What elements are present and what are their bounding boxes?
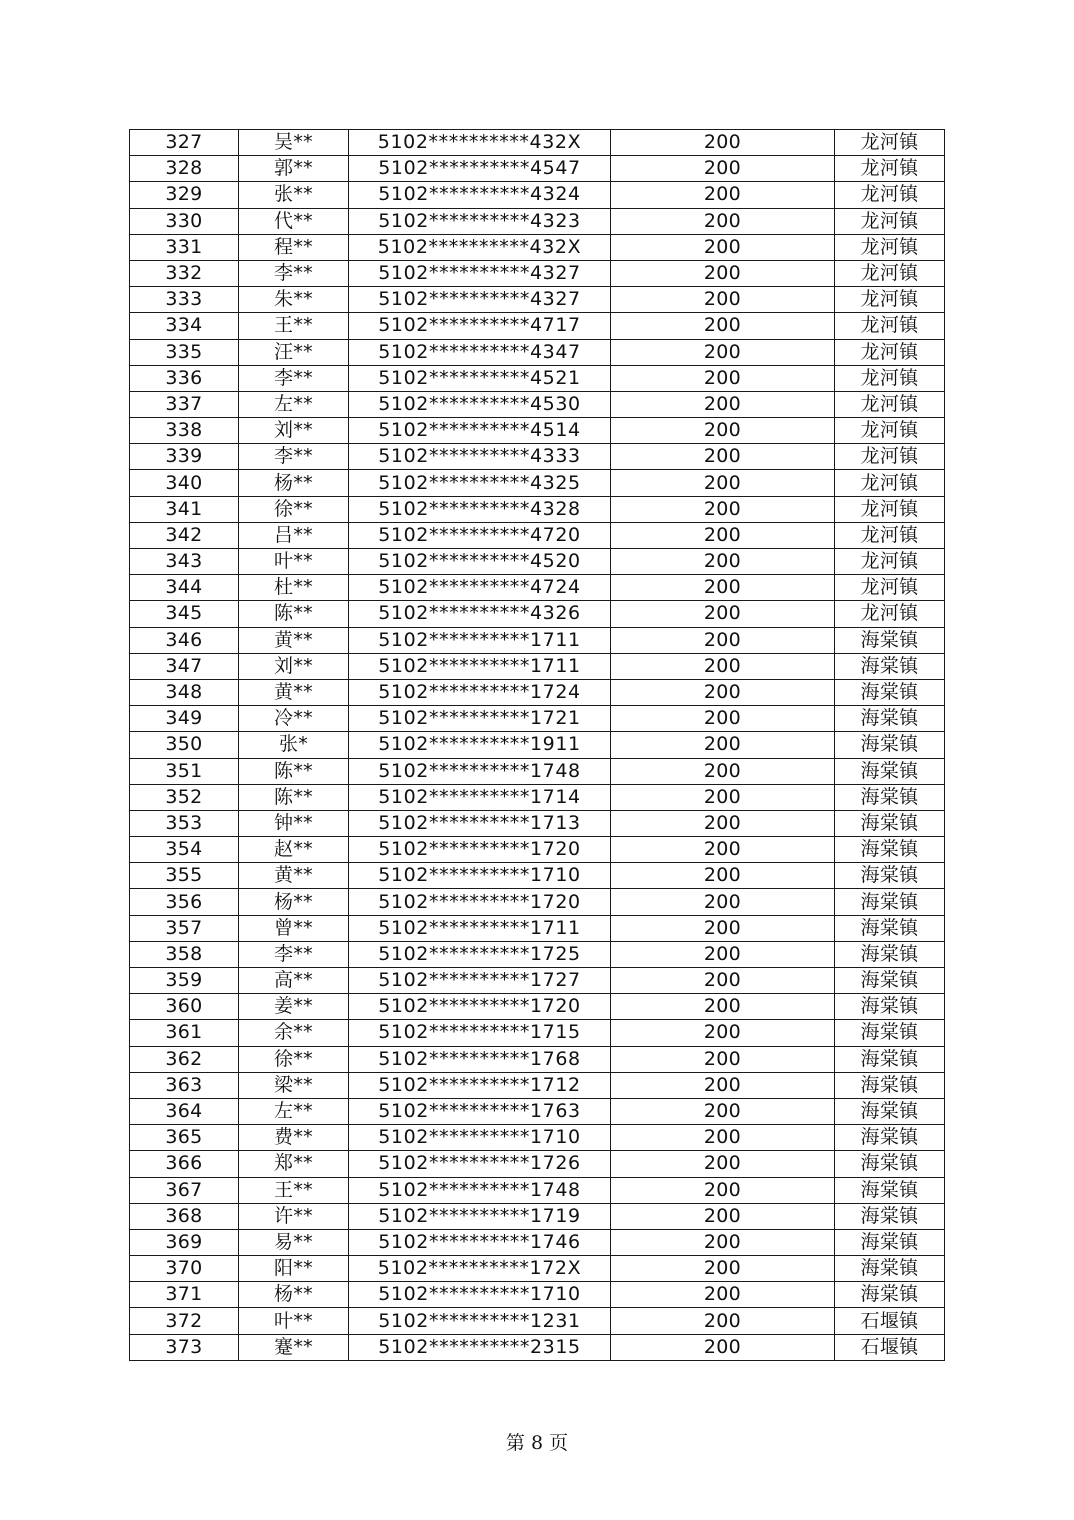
row-number-cell: 368 bbox=[130, 1203, 239, 1229]
id-number-cell: 5102**********4325 bbox=[349, 470, 611, 496]
name-cell: 吴** bbox=[239, 130, 349, 156]
town-cell: 龙河镇 bbox=[835, 156, 945, 182]
table-row bbox=[130, 601, 945, 627]
name-cell: 徐** bbox=[239, 496, 349, 522]
amount-cell: 200 bbox=[611, 391, 835, 417]
amount-cell: 200 bbox=[611, 679, 835, 705]
amount-cell: 200 bbox=[611, 941, 835, 967]
town-cell: 龙河镇 bbox=[835, 339, 945, 365]
table-row bbox=[130, 391, 945, 417]
row-number-cell: 352 bbox=[130, 784, 239, 810]
name-cell: 许** bbox=[239, 1203, 349, 1229]
amount-cell: 200 bbox=[611, 1098, 835, 1124]
table-row bbox=[130, 784, 945, 810]
town-cell: 海棠镇 bbox=[835, 1020, 945, 1046]
amount-cell: 200 bbox=[611, 156, 835, 182]
id-number-cell: 5102**********1720 bbox=[349, 837, 611, 863]
id-number-cell: 5102**********4328 bbox=[349, 496, 611, 522]
row-number-cell: 345 bbox=[130, 601, 239, 627]
row-number-cell: 347 bbox=[130, 653, 239, 679]
amount-cell: 200 bbox=[611, 915, 835, 941]
table-row bbox=[130, 1072, 945, 1098]
row-number-cell: 331 bbox=[130, 234, 239, 260]
town-cell: 海棠镇 bbox=[835, 732, 945, 758]
row-number-cell: 344 bbox=[130, 575, 239, 601]
id-number-cell: 5102**********1726 bbox=[349, 1151, 611, 1177]
id-number-cell: 5102**********4720 bbox=[349, 522, 611, 548]
name-cell: 黄** bbox=[239, 679, 349, 705]
town-cell: 龙河镇 bbox=[835, 496, 945, 522]
name-cell: 黄** bbox=[239, 627, 349, 653]
town-cell: 海棠镇 bbox=[835, 915, 945, 941]
amount-cell: 200 bbox=[611, 339, 835, 365]
town-cell: 海棠镇 bbox=[835, 1256, 945, 1282]
row-number-cell: 354 bbox=[130, 837, 239, 863]
amount-cell: 200 bbox=[611, 1125, 835, 1151]
name-cell: 钟** bbox=[239, 810, 349, 836]
table-row bbox=[130, 1020, 945, 1046]
table-body bbox=[130, 130, 945, 1361]
table-row bbox=[130, 837, 945, 863]
amount-cell: 200 bbox=[611, 863, 835, 889]
name-cell: 黄** bbox=[239, 863, 349, 889]
table-row bbox=[130, 365, 945, 391]
id-number-cell: 5102**********4521 bbox=[349, 365, 611, 391]
id-number-cell: 5102**********1713 bbox=[349, 810, 611, 836]
town-cell: 海棠镇 bbox=[835, 1125, 945, 1151]
town-cell: 海棠镇 bbox=[835, 994, 945, 1020]
name-cell: 刘** bbox=[239, 418, 349, 444]
table-row bbox=[130, 732, 945, 758]
row-number-cell: 338 bbox=[130, 418, 239, 444]
row-number-cell: 365 bbox=[130, 1125, 239, 1151]
id-number-cell: 5102**********4530 bbox=[349, 391, 611, 417]
name-cell: 姜** bbox=[239, 994, 349, 1020]
name-cell: 杜** bbox=[239, 575, 349, 601]
row-number-cell: 335 bbox=[130, 339, 239, 365]
name-cell: 左** bbox=[239, 391, 349, 417]
town-cell: 龙河镇 bbox=[835, 575, 945, 601]
name-cell: 阳** bbox=[239, 1256, 349, 1282]
id-number-cell: 5102**********1231 bbox=[349, 1308, 611, 1334]
id-number-cell: 5102**********4326 bbox=[349, 601, 611, 627]
table-row bbox=[130, 810, 945, 836]
id-number-cell: 5102**********1711 bbox=[349, 915, 611, 941]
name-cell: 余** bbox=[239, 1020, 349, 1046]
town-cell: 龙河镇 bbox=[835, 313, 945, 339]
id-number-cell: 5102**********1710 bbox=[349, 1282, 611, 1308]
row-number-cell: 336 bbox=[130, 365, 239, 391]
row-number-cell: 328 bbox=[130, 156, 239, 182]
table-row bbox=[130, 679, 945, 705]
table-row bbox=[130, 234, 945, 260]
table-row bbox=[130, 968, 945, 994]
table-row bbox=[130, 1151, 945, 1177]
town-cell: 海棠镇 bbox=[835, 706, 945, 732]
id-number-cell: 5102**********1720 bbox=[349, 994, 611, 1020]
row-number-cell: 349 bbox=[130, 706, 239, 732]
row-number-cell: 372 bbox=[130, 1308, 239, 1334]
name-cell: 叶** bbox=[239, 1308, 349, 1334]
town-cell: 海棠镇 bbox=[835, 1151, 945, 1177]
name-cell: 杨** bbox=[239, 889, 349, 915]
row-number-cell: 369 bbox=[130, 1229, 239, 1255]
table-row bbox=[130, 1282, 945, 1308]
id-number-cell: 5102**********1711 bbox=[349, 627, 611, 653]
amount-cell: 200 bbox=[611, 365, 835, 391]
amount-cell: 200 bbox=[611, 810, 835, 836]
name-cell: 朱** bbox=[239, 287, 349, 313]
amount-cell: 200 bbox=[611, 287, 835, 313]
name-cell: 李** bbox=[239, 260, 349, 286]
amount-cell: 200 bbox=[611, 549, 835, 575]
id-number-cell: 5102**********1727 bbox=[349, 968, 611, 994]
table-row bbox=[130, 1256, 945, 1282]
name-cell: 杨** bbox=[239, 1282, 349, 1308]
town-cell: 海棠镇 bbox=[835, 1072, 945, 1098]
town-cell: 海棠镇 bbox=[835, 627, 945, 653]
amount-cell: 200 bbox=[611, 444, 835, 470]
id-number-cell: 5102**********4324 bbox=[349, 182, 611, 208]
row-number-cell: 351 bbox=[130, 758, 239, 784]
name-cell: 郑** bbox=[239, 1151, 349, 1177]
id-number-cell: 5102**********1724 bbox=[349, 679, 611, 705]
amount-cell: 200 bbox=[611, 182, 835, 208]
amount-cell: 200 bbox=[611, 1282, 835, 1308]
town-cell: 海棠镇 bbox=[835, 1046, 945, 1072]
amount-cell: 200 bbox=[611, 601, 835, 627]
amount-cell: 200 bbox=[611, 418, 835, 444]
table-row bbox=[130, 1046, 945, 1072]
table-row bbox=[130, 627, 945, 653]
row-number-cell: 370 bbox=[130, 1256, 239, 1282]
id-number-cell: 5102**********1710 bbox=[349, 1125, 611, 1151]
table-row bbox=[130, 260, 945, 286]
town-cell: 海棠镇 bbox=[835, 653, 945, 679]
town-cell: 海棠镇 bbox=[835, 1098, 945, 1124]
amount-cell: 200 bbox=[611, 1334, 835, 1360]
table-row bbox=[130, 1229, 945, 1255]
row-number-cell: 339 bbox=[130, 444, 239, 470]
table-row bbox=[130, 706, 945, 732]
table-row bbox=[130, 1334, 945, 1360]
id-number-cell: 5102**********1763 bbox=[349, 1098, 611, 1124]
table-row bbox=[130, 182, 945, 208]
row-number-cell: 327 bbox=[130, 130, 239, 156]
table-row bbox=[130, 496, 945, 522]
amount-cell: 200 bbox=[611, 313, 835, 339]
id-number-cell: 5102**********4333 bbox=[349, 444, 611, 470]
town-cell: 龙河镇 bbox=[835, 549, 945, 575]
id-number-cell: 5102**********1768 bbox=[349, 1046, 611, 1072]
table-row bbox=[130, 863, 945, 889]
id-number-cell: 5102**********2315 bbox=[349, 1334, 611, 1360]
name-cell: 冷** bbox=[239, 706, 349, 732]
row-number-cell: 364 bbox=[130, 1098, 239, 1124]
amount-cell: 200 bbox=[611, 758, 835, 784]
table-row bbox=[130, 156, 945, 182]
row-number-cell: 360 bbox=[130, 994, 239, 1020]
town-cell: 海棠镇 bbox=[835, 1282, 945, 1308]
amount-cell: 200 bbox=[611, 627, 835, 653]
amount-cell: 200 bbox=[611, 968, 835, 994]
amount-cell: 200 bbox=[611, 706, 835, 732]
id-number-cell: 5102**********172X bbox=[349, 1256, 611, 1282]
row-number-cell: 332 bbox=[130, 260, 239, 286]
id-number-cell: 5102**********1746 bbox=[349, 1229, 611, 1255]
row-number-cell: 353 bbox=[130, 810, 239, 836]
table-row bbox=[130, 522, 945, 548]
name-cell: 高** bbox=[239, 968, 349, 994]
town-cell: 龙河镇 bbox=[835, 391, 945, 417]
town-cell: 龙河镇 bbox=[835, 601, 945, 627]
row-number-cell: 348 bbox=[130, 679, 239, 705]
town-cell: 石堰镇 bbox=[835, 1334, 945, 1360]
name-cell: 李** bbox=[239, 365, 349, 391]
id-number-cell: 5102**********1711 bbox=[349, 653, 611, 679]
table-row bbox=[130, 1125, 945, 1151]
id-number-cell: 5102**********1748 bbox=[349, 758, 611, 784]
amount-cell: 200 bbox=[611, 653, 835, 679]
row-number-cell: 342 bbox=[130, 522, 239, 548]
name-cell: 张* bbox=[239, 732, 349, 758]
amount-cell: 200 bbox=[611, 1203, 835, 1229]
amount-cell: 200 bbox=[611, 130, 835, 156]
id-number-cell: 5102**********1748 bbox=[349, 1177, 611, 1203]
name-cell: 梁** bbox=[239, 1072, 349, 1098]
amount-cell: 200 bbox=[611, 496, 835, 522]
town-cell: 海棠镇 bbox=[835, 810, 945, 836]
id-number-cell: 5102**********1714 bbox=[349, 784, 611, 810]
table-row bbox=[130, 130, 945, 156]
row-number-cell: 346 bbox=[130, 627, 239, 653]
name-cell: 陈** bbox=[239, 758, 349, 784]
amount-cell: 200 bbox=[611, 784, 835, 810]
amount-cell: 200 bbox=[611, 1308, 835, 1334]
town-cell: 石堰镇 bbox=[835, 1308, 945, 1334]
row-number-cell: 361 bbox=[130, 1020, 239, 1046]
table-row bbox=[130, 758, 945, 784]
id-number-cell: 5102**********4327 bbox=[349, 287, 611, 313]
id-number-cell: 5102**********1712 bbox=[349, 1072, 611, 1098]
amount-cell: 200 bbox=[611, 1177, 835, 1203]
town-cell: 龙河镇 bbox=[835, 418, 945, 444]
town-cell: 海棠镇 bbox=[835, 784, 945, 810]
row-number-cell: 358 bbox=[130, 941, 239, 967]
beneficiary-table bbox=[129, 129, 945, 1361]
id-number-cell: 5102**********4520 bbox=[349, 549, 611, 575]
table-row bbox=[130, 1308, 945, 1334]
row-number-cell: 371 bbox=[130, 1282, 239, 1308]
name-cell: 叶** bbox=[239, 549, 349, 575]
table-row bbox=[130, 313, 945, 339]
name-cell: 杨** bbox=[239, 470, 349, 496]
name-cell: 李** bbox=[239, 444, 349, 470]
amount-cell: 200 bbox=[611, 1151, 835, 1177]
town-cell: 龙河镇 bbox=[835, 260, 945, 286]
amount-cell: 200 bbox=[611, 1256, 835, 1282]
town-cell: 海棠镇 bbox=[835, 968, 945, 994]
row-number-cell: 330 bbox=[130, 208, 239, 234]
row-number-cell: 359 bbox=[130, 968, 239, 994]
id-number-cell: 5102**********1719 bbox=[349, 1203, 611, 1229]
row-number-cell: 337 bbox=[130, 391, 239, 417]
id-number-cell: 5102**********1721 bbox=[349, 706, 611, 732]
table-row bbox=[130, 575, 945, 601]
page-number: 第 8 页 bbox=[505, 1432, 569, 1454]
name-cell: 代** bbox=[239, 208, 349, 234]
table-row bbox=[130, 287, 945, 313]
name-cell: 徐** bbox=[239, 1046, 349, 1072]
name-cell: 陈** bbox=[239, 601, 349, 627]
table-row bbox=[130, 1203, 945, 1229]
row-number-cell: 329 bbox=[130, 182, 239, 208]
town-cell: 海棠镇 bbox=[835, 758, 945, 784]
row-number-cell: 356 bbox=[130, 889, 239, 915]
town-cell: 海棠镇 bbox=[835, 863, 945, 889]
id-number-cell: 5102**********4724 bbox=[349, 575, 611, 601]
amount-cell: 200 bbox=[611, 260, 835, 286]
row-number-cell: 357 bbox=[130, 915, 239, 941]
id-number-cell: 5102**********1725 bbox=[349, 941, 611, 967]
name-cell: 费** bbox=[239, 1125, 349, 1151]
town-cell: 龙河镇 bbox=[835, 365, 945, 391]
amount-cell: 200 bbox=[611, 1020, 835, 1046]
name-cell: 易** bbox=[239, 1229, 349, 1255]
id-number-cell: 5102**********4717 bbox=[349, 313, 611, 339]
name-cell: 王** bbox=[239, 1177, 349, 1203]
id-number-cell: 5102**********4323 bbox=[349, 208, 611, 234]
town-cell: 海棠镇 bbox=[835, 1203, 945, 1229]
amount-cell: 200 bbox=[611, 889, 835, 915]
name-cell: 吕** bbox=[239, 522, 349, 548]
town-cell: 龙河镇 bbox=[835, 182, 945, 208]
table-row bbox=[130, 653, 945, 679]
table-row bbox=[130, 994, 945, 1020]
name-cell: 程** bbox=[239, 234, 349, 260]
table-row bbox=[130, 941, 945, 967]
name-cell: 陈** bbox=[239, 784, 349, 810]
name-cell: 郭** bbox=[239, 156, 349, 182]
amount-cell: 200 bbox=[611, 208, 835, 234]
town-cell: 海棠镇 bbox=[835, 889, 945, 915]
table-row bbox=[130, 208, 945, 234]
row-number-cell: 373 bbox=[130, 1334, 239, 1360]
name-cell: 汪** bbox=[239, 339, 349, 365]
town-cell: 龙河镇 bbox=[835, 444, 945, 470]
row-number-cell: 333 bbox=[130, 287, 239, 313]
name-cell: 蹇** bbox=[239, 1334, 349, 1360]
amount-cell: 200 bbox=[611, 234, 835, 260]
name-cell: 刘** bbox=[239, 653, 349, 679]
row-number-cell: 367 bbox=[130, 1177, 239, 1203]
table-row bbox=[130, 444, 945, 470]
row-number-cell: 355 bbox=[130, 863, 239, 889]
table-row bbox=[130, 549, 945, 575]
id-number-cell: 5102**********1710 bbox=[349, 863, 611, 889]
town-cell: 海棠镇 bbox=[835, 837, 945, 863]
table-row bbox=[130, 1098, 945, 1124]
town-cell: 龙河镇 bbox=[835, 470, 945, 496]
town-cell: 龙河镇 bbox=[835, 130, 945, 156]
name-cell: 左** bbox=[239, 1098, 349, 1124]
town-cell: 龙河镇 bbox=[835, 287, 945, 313]
town-cell: 海棠镇 bbox=[835, 1229, 945, 1255]
amount-cell: 200 bbox=[611, 522, 835, 548]
id-number-cell: 5102**********1715 bbox=[349, 1020, 611, 1046]
town-cell: 龙河镇 bbox=[835, 234, 945, 260]
table-row bbox=[130, 889, 945, 915]
id-number-cell: 5102**********4547 bbox=[349, 156, 611, 182]
id-number-cell: 5102**********1720 bbox=[349, 889, 611, 915]
table-row bbox=[130, 470, 945, 496]
amount-cell: 200 bbox=[611, 1072, 835, 1098]
row-number-cell: 363 bbox=[130, 1072, 239, 1098]
town-cell: 海棠镇 bbox=[835, 679, 945, 705]
id-number-cell: 5102**********4514 bbox=[349, 418, 611, 444]
id-number-cell: 5102**********432X bbox=[349, 234, 611, 260]
table-row bbox=[130, 1177, 945, 1203]
amount-cell: 200 bbox=[611, 575, 835, 601]
amount-cell: 200 bbox=[611, 837, 835, 863]
name-cell: 张** bbox=[239, 182, 349, 208]
town-cell: 龙河镇 bbox=[835, 522, 945, 548]
name-cell: 李** bbox=[239, 941, 349, 967]
row-number-cell: 343 bbox=[130, 549, 239, 575]
row-number-cell: 340 bbox=[130, 470, 239, 496]
amount-cell: 200 bbox=[611, 732, 835, 758]
name-cell: 曾** bbox=[239, 915, 349, 941]
id-number-cell: 5102**********4327 bbox=[349, 260, 611, 286]
table-row bbox=[130, 915, 945, 941]
name-cell: 王** bbox=[239, 313, 349, 339]
table-row bbox=[130, 339, 945, 365]
amount-cell: 200 bbox=[611, 470, 835, 496]
name-cell: 赵** bbox=[239, 837, 349, 863]
table-row bbox=[130, 418, 945, 444]
amount-cell: 200 bbox=[611, 1046, 835, 1072]
id-number-cell: 5102**********1911 bbox=[349, 732, 611, 758]
row-number-cell: 362 bbox=[130, 1046, 239, 1072]
town-cell: 龙河镇 bbox=[835, 208, 945, 234]
town-cell: 海棠镇 bbox=[835, 1177, 945, 1203]
amount-cell: 200 bbox=[611, 1229, 835, 1255]
row-number-cell: 350 bbox=[130, 732, 239, 758]
row-number-cell: 334 bbox=[130, 313, 239, 339]
town-cell: 海棠镇 bbox=[835, 941, 945, 967]
row-number-cell: 366 bbox=[130, 1151, 239, 1177]
id-number-cell: 5102**********432X bbox=[349, 130, 611, 156]
row-number-cell: 341 bbox=[130, 496, 239, 522]
amount-cell: 200 bbox=[611, 994, 835, 1020]
id-number-cell: 5102**********4347 bbox=[349, 339, 611, 365]
